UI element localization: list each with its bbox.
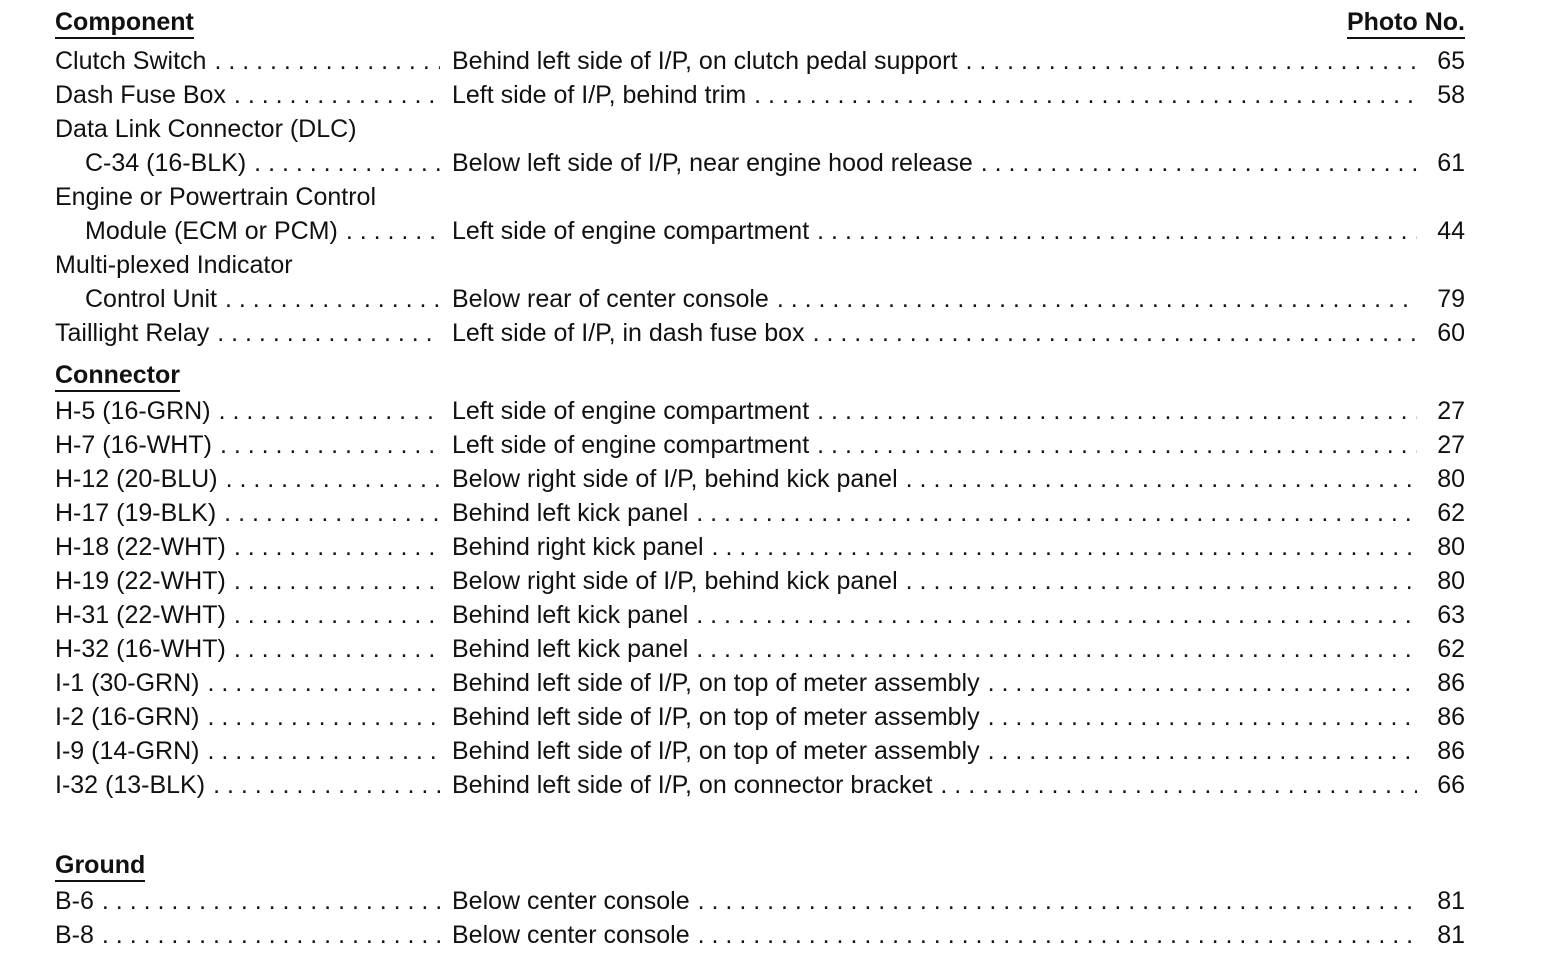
- photo-number: 62: [1437, 499, 1465, 527]
- component-location-table: [55, 0, 1465, 952]
- photo-number: 80: [1437, 465, 1465, 493]
- dot-leader: [898, 564, 1417, 598]
- dot-leader: [205, 768, 440, 802]
- connector-heading: Connector: [55, 360, 180, 392]
- photo-number: 58: [1437, 81, 1465, 109]
- dot-leader: [688, 632, 1417, 666]
- table-row: [55, 428, 1465, 462]
- connector-name: I-9 (14-GRN): [55, 737, 200, 765]
- connector-name: H-18 (22-WHT): [55, 533, 226, 561]
- connector-name: H-5 (16-GRN): [55, 397, 211, 425]
- table-row: [55, 282, 1465, 316]
- dot-leader: [957, 44, 1417, 78]
- ground-section: [55, 884, 1465, 952]
- component-name: C-34 (16-BLK): [85, 149, 247, 177]
- location-text: Left side of engine compartment: [452, 397, 810, 425]
- dot-leader: [805, 316, 1417, 350]
- location-text: Below center console: [452, 921, 690, 949]
- dot-leader: [809, 214, 1417, 248]
- location-text: Below left side of I/P, near engine hood release: [452, 149, 973, 177]
- connector-name: I-32 (13-BLK): [55, 771, 206, 799]
- table-row: [55, 530, 1465, 564]
- ground-name: B-6: [55, 887, 94, 915]
- ground-header: [55, 850, 1465, 884]
- location-text: Below right side of I/P, behind kick panel: [452, 465, 898, 493]
- component-name: Dash Fuse Box: [55, 81, 226, 109]
- dot-leader: [226, 564, 440, 598]
- table-row: [55, 666, 1465, 700]
- photo-number: 62: [1437, 635, 1465, 663]
- photo-number: 86: [1437, 703, 1465, 731]
- dot-leader: [932, 768, 1417, 802]
- connector-name: H-31 (22-WHT): [55, 601, 226, 629]
- table-row: [55, 496, 1465, 530]
- location-text: Below rear of center console: [452, 285, 769, 313]
- table-row: [55, 78, 1465, 112]
- component-name: Clutch Switch: [55, 47, 207, 75]
- dot-leader: [704, 530, 1417, 564]
- table-row: [55, 316, 1465, 350]
- dot-leader: [898, 462, 1417, 496]
- photo-number: 86: [1437, 669, 1465, 697]
- location-text: Behind left kick panel: [452, 635, 689, 663]
- dot-leader: [746, 78, 1417, 112]
- location-text: Behind left side of I/P, on top of meter assembly: [452, 669, 980, 697]
- location-text: Left side of engine compartment: [452, 431, 810, 459]
- location-text: Below center console: [452, 887, 690, 915]
- location-text: Behind left kick panel: [452, 499, 689, 527]
- component-name: Control Unit: [85, 285, 217, 313]
- photo-number: 27: [1437, 431, 1465, 459]
- dot-leader: [212, 428, 440, 462]
- dot-leader: [809, 428, 1417, 462]
- table-row: [55, 214, 1465, 248]
- dot-leader: [211, 394, 440, 428]
- dot-leader: [199, 734, 440, 768]
- location-text: Behind left kick panel: [452, 601, 689, 629]
- connector-header: [55, 360, 1465, 394]
- dot-leader: [226, 78, 440, 112]
- dot-leader: [690, 918, 1417, 952]
- ground-heading: Ground: [55, 850, 145, 882]
- location-text: Left side of engine compartment: [452, 217, 810, 245]
- photo-number: 66: [1437, 771, 1465, 799]
- component-name: Module (ECM or PCM): [85, 217, 338, 245]
- table-row-continued: [55, 180, 1465, 214]
- table-row: [55, 700, 1465, 734]
- component-section: [55, 44, 1465, 350]
- dot-leader: [94, 884, 440, 918]
- photo-number: 79: [1437, 285, 1465, 313]
- connector-name: H-19 (22-WHT): [55, 567, 226, 595]
- dot-leader: [688, 598, 1417, 632]
- photo-number: 86: [1437, 737, 1465, 765]
- location-text: Behind left side of I/P, on top of meter assembly: [452, 703, 980, 731]
- table-row: [55, 564, 1465, 598]
- table-row: [55, 394, 1465, 428]
- table-row: [55, 918, 1465, 952]
- table-row: [55, 884, 1465, 918]
- component-name: Taillight Relay: [55, 319, 210, 347]
- dot-leader: [769, 282, 1417, 316]
- dot-leader: [338, 214, 440, 248]
- dot-leader: [973, 146, 1417, 180]
- location-text: Behind left side of I/P, on clutch pedal support: [452, 47, 958, 75]
- dot-leader: [216, 496, 440, 530]
- dot-leader: [246, 146, 440, 180]
- table-row: [55, 734, 1465, 768]
- connector-section: [55, 394, 1465, 802]
- dot-leader: [809, 394, 1417, 428]
- photo-number: 80: [1437, 533, 1465, 561]
- dot-leader: [690, 884, 1417, 918]
- photo-number: 63: [1437, 601, 1465, 629]
- connector-name: H-32 (16-WHT): [55, 635, 226, 663]
- dot-leader: [980, 666, 1417, 700]
- dot-leader: [217, 282, 440, 316]
- location-text: Behind right kick panel: [452, 533, 704, 561]
- photo-number: 81: [1437, 887, 1465, 915]
- location-text: Behind left side of I/P, on connector bracket: [452, 771, 933, 799]
- photo-number: 65: [1437, 47, 1465, 75]
- photo-number: 60: [1437, 319, 1465, 347]
- dot-leader: [980, 734, 1417, 768]
- table-row-continued: [55, 248, 1465, 282]
- location-text: Left side of I/P, behind trim: [452, 81, 747, 109]
- component-name-line1: Engine or Powertrain Control: [55, 183, 376, 211]
- photo-number: 27: [1437, 397, 1465, 425]
- table-row: [55, 632, 1465, 666]
- dot-leader: [226, 530, 440, 564]
- component-heading: Component: [55, 7, 194, 39]
- dot-leader: [980, 700, 1417, 734]
- dot-leader: [688, 496, 1417, 530]
- table-row-continued: [55, 112, 1465, 146]
- dot-leader: [226, 598, 440, 632]
- photo-number: 81: [1437, 921, 1465, 949]
- component-name-line1: Multi-plexed Indicator: [55, 251, 293, 279]
- table-header: [55, 0, 1465, 44]
- table-row: [55, 462, 1465, 496]
- photo-no-heading: Photo No.: [1347, 7, 1465, 39]
- photo-number: 80: [1437, 567, 1465, 595]
- location-text: Below right side of I/P, behind kick panel: [452, 567, 898, 595]
- component-name-line1: Data Link Connector (DLC): [55, 115, 357, 143]
- dot-leader: [94, 918, 440, 952]
- location-text: Left side of I/P, in dash fuse box: [452, 319, 805, 347]
- dot-leader: [199, 666, 440, 700]
- dot-leader: [218, 462, 440, 496]
- table-row: [55, 768, 1465, 802]
- photo-number: 44: [1437, 217, 1465, 245]
- dot-leader: [209, 316, 440, 350]
- table-row: [55, 598, 1465, 632]
- connector-name: H-7 (16-WHT): [55, 431, 212, 459]
- location-text: Behind left side of I/P, on top of meter assembly: [452, 737, 980, 765]
- dot-leader: [206, 44, 440, 78]
- connector-name: H-17 (19-BLK): [55, 499, 217, 527]
- table-row: [55, 146, 1465, 180]
- connector-name: I-1 (30-GRN): [55, 669, 200, 697]
- dot-leader: [199, 700, 440, 734]
- connector-name: I-2 (16-GRN): [55, 703, 200, 731]
- photo-number: 61: [1437, 149, 1465, 177]
- dot-leader: [226, 632, 440, 666]
- ground-name: B-8: [55, 921, 94, 949]
- connector-name: H-12 (20-BLU): [55, 465, 218, 493]
- table-row: [55, 44, 1465, 78]
